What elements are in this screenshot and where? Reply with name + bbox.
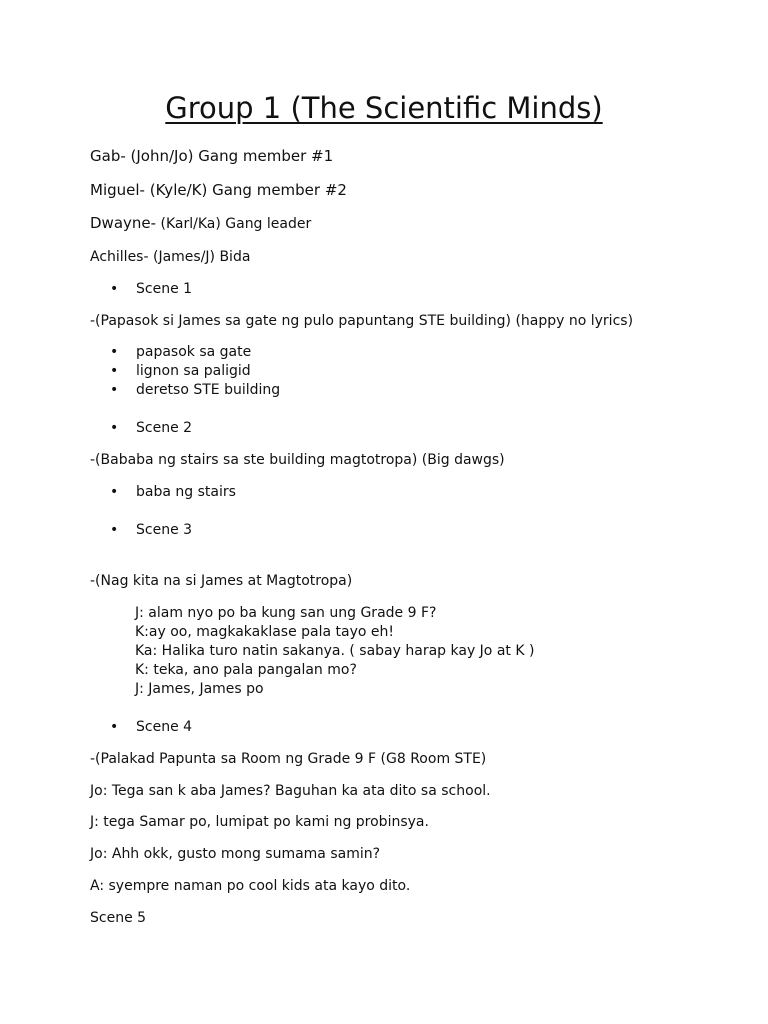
scene-4-heading [110, 720, 192, 734]
cast-line-miguel: Miguel- (Kyle/K) Gang member #2 [90, 181, 347, 199]
dialogue-line: Jo: Tega san k aba James? Baguhan ka ata dito sa school. [90, 783, 491, 799]
dialogue-line: Ka: Halika turo natin sakanya. ( sabay harap kay Jo at K ) [135, 643, 535, 659]
scene-label: Scene 1 [136, 281, 193, 297]
scene-3-direction: -(Nag kita na si James at Magtotropa) [90, 573, 353, 589]
scene-1-direction: -(Papasok si James sa gate ng pulo papuntang STE building) (happy no lyrics) [90, 313, 634, 329]
action-text: papasok sa gate [136, 344, 252, 360]
dialogue-line: K: teka, ano pala pangalan mo? [135, 662, 357, 678]
bullet-icon: • [110, 719, 119, 735]
dialogue-line: J: alam nyo po ba kung san ung Grade 9 F? [135, 605, 437, 621]
scene-label: Scene 4 [136, 719, 193, 735]
dialogue-line: Jo: Ahh okk, gusto mong sumama samin? [90, 846, 381, 862]
dialogue-line: J: James, James po [135, 681, 264, 697]
action-text: lignon sa paligid [136, 363, 251, 379]
scene-3-heading [110, 523, 192, 537]
cast-name-dwayne: Dwayne- [90, 214, 157, 232]
bullet-icon: • [110, 420, 119, 436]
scene-1-action [110, 345, 251, 359]
scene-2-direction: -(Bababa ng stairs sa ste building magtotropa) (Big dawgs) [90, 452, 505, 468]
bullet-icon: • [110, 344, 119, 360]
scene-2-action [110, 485, 236, 499]
bullet-icon: • [110, 522, 119, 538]
cast-line-achilles: Achilles- (James/J) Bida [90, 249, 251, 265]
scene-1-action [110, 364, 251, 378]
action-text: baba ng stairs [136, 484, 236, 500]
dialogue-line: K:ay oo, magkakaklase pala tayo eh! [135, 624, 395, 640]
document-title: Group 1 (The Scientific Minds) [165, 91, 603, 125]
scene-5-heading: Scene 5 [90, 910, 147, 926]
scene-1-heading [110, 282, 192, 296]
scene-2-heading [110, 421, 192, 435]
cast-line-gab: Gab- (John/Jo) Gang member #1 [90, 147, 334, 165]
scene-label: Scene 2 [136, 420, 193, 436]
dialogue-line: A: syempre naman po cool kids ata kayo dito. [90, 878, 411, 894]
scene-label: Scene 3 [136, 522, 193, 538]
bullet-icon: • [110, 382, 119, 398]
dialogue-line: J: tega Samar po, lumipat po kami ng probinsya. [90, 814, 429, 830]
bullet-icon: • [110, 281, 119, 297]
bullet-icon: • [110, 484, 119, 500]
cast-role-dwayne: (Karl/Ka) Gang leader [156, 216, 312, 232]
scene-1-action [110, 383, 280, 397]
scene-4-direction: -(Palakad Papunta sa Room ng Grade 9 F (G8 Room STE) [90, 751, 487, 767]
action-text: deretso STE building [136, 382, 281, 398]
bullet-icon: • [110, 363, 119, 379]
cast-line-dwayne [90, 216, 311, 231]
